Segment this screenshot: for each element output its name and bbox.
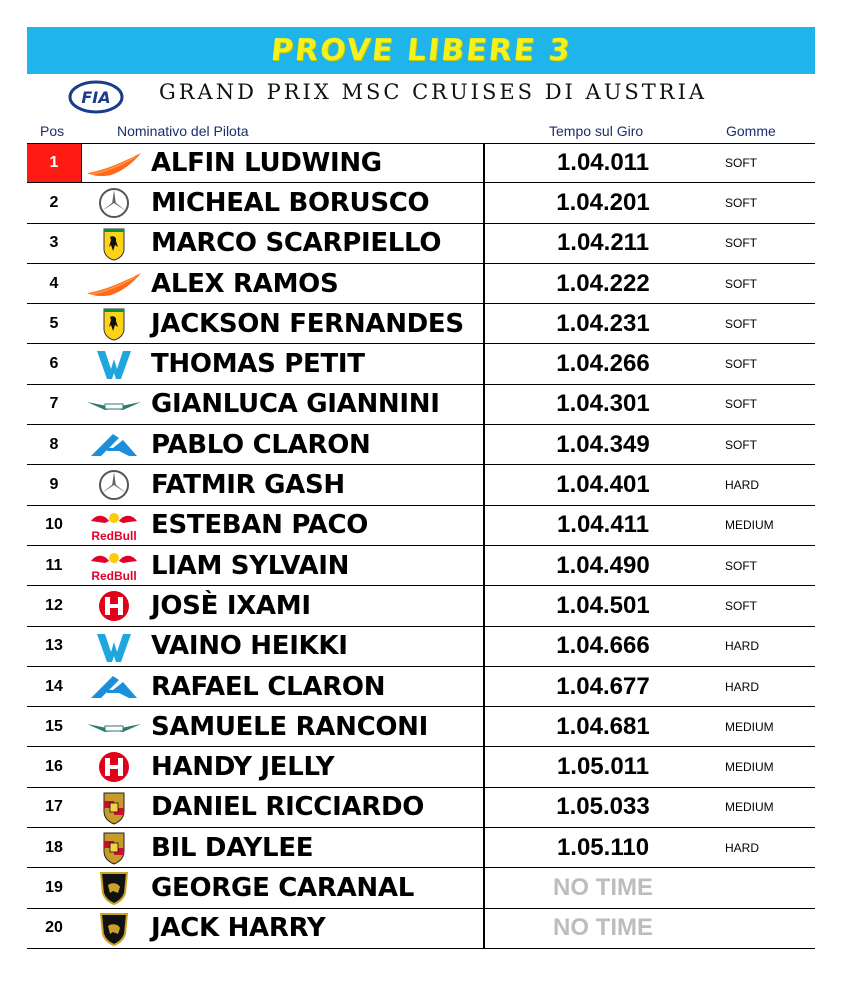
lap-time: 1.04.301 (556, 390, 650, 418)
table-row (27, 586, 815, 626)
lap-time: 1.04.401 (556, 471, 650, 499)
position-cell: 8 (49, 435, 59, 453)
driver-name: PABLO CLARON (151, 429, 371, 460)
table-row (27, 627, 815, 667)
haas-icon (83, 750, 145, 784)
position-cell: 20 (45, 919, 63, 937)
table-row (27, 183, 815, 223)
svg-text:RedBull: RedBull (91, 568, 137, 583)
driver-name: ESTEBAN PACO (151, 510, 369, 541)
lamborghini-icon (83, 912, 145, 946)
table-row (27, 304, 815, 344)
red-bull-icon (83, 549, 145, 583)
driver-name: FATMIR GASH (151, 470, 345, 501)
lap-time: 1.04.490 (556, 551, 650, 579)
lap-time: NO TIME (553, 873, 653, 901)
driver-name: MICHEAL BORUSCO (151, 187, 430, 218)
tyre-compound: HARD (725, 840, 760, 855)
tyre-compound: HARD (725, 679, 760, 694)
ferrari-icon (83, 227, 145, 261)
table-row (27, 828, 815, 868)
table-row (27, 224, 815, 264)
tyre-compound: SOFT (725, 397, 757, 412)
driver-name: JOSÈ IXAMI (151, 590, 311, 621)
tyre-compound: SOFT (725, 276, 757, 291)
tyre-compound: MEDIUM (725, 760, 774, 775)
tyre-compound: HARD (725, 639, 760, 654)
driver-name: THOMAS PETIT (151, 349, 365, 380)
position-cell: 15 (45, 717, 63, 735)
table-row (27, 747, 815, 787)
position-cell: 4 (49, 274, 59, 292)
position-cell: 7 (49, 395, 59, 413)
driver-name: LIAM SYLVAIN (151, 550, 350, 581)
driver-name: DANIEL RICCIARDO (151, 792, 425, 823)
mercedes-icon (83, 186, 145, 220)
lap-time: 1.04.411 (556, 511, 650, 539)
williams-icon (83, 347, 145, 381)
alpine-icon (83, 670, 145, 704)
aston-martin-icon (83, 388, 145, 422)
position-cell: 14 (45, 677, 63, 695)
driver-name: BIL DAYLEE (151, 832, 314, 863)
mercedes-icon (83, 468, 145, 502)
aston-martin-icon (83, 710, 145, 744)
table-row (27, 506, 815, 546)
tyre-compound: SOFT (725, 316, 757, 331)
tyre-compound: SOFT (725, 598, 757, 613)
header-pos: Pos (40, 123, 65, 139)
position-cell: 19 (45, 878, 63, 896)
lap-time: 1.05.110 (556, 833, 650, 861)
table-row (27, 425, 815, 465)
lap-time: 1.04.349 (556, 430, 650, 458)
tyre-compound: MEDIUM (725, 518, 774, 533)
williams-icon (83, 630, 145, 664)
lap-time: 1.04.201 (556, 188, 650, 216)
driver-name: ALEX RAMOS (151, 268, 339, 299)
table-row (27, 707, 815, 747)
table-row (27, 344, 815, 384)
tyre-compound: SOFT (725, 558, 757, 573)
position-cell: 11 (45, 556, 63, 574)
driver-name: HANDY JELLY (151, 752, 335, 783)
tyre-compound: HARD (725, 478, 760, 493)
tyre-compound: SOFT (725, 236, 757, 251)
driver-name: JACK HARRY (151, 913, 326, 944)
tyre-compound: SOFT (725, 195, 757, 210)
mclaren-icon (83, 147, 145, 181)
position-cell: 13 (45, 637, 63, 655)
driver-name: ALFIN LUDWING (151, 148, 382, 179)
tyre-compound: SOFT (725, 437, 757, 452)
position-cell: 17 (45, 798, 63, 816)
lap-time: 1.04.666 (556, 632, 650, 660)
tyre-compound: SOFT (725, 156, 757, 171)
lap-time: 1.04.677 (556, 672, 650, 700)
position-cell: 6 (49, 355, 59, 373)
lap-time: 1.04.266 (556, 350, 650, 378)
table-row (27, 546, 815, 586)
table-row (27, 465, 815, 505)
tyre-compound: MEDIUM (725, 719, 774, 734)
lap-time: 1.04.211 (556, 229, 650, 257)
position-cell: 1 (27, 144, 82, 182)
lap-time: 1.05.033 (556, 793, 650, 821)
tyre-compound: SOFT (725, 357, 757, 372)
driver-name: MARCO SCARPIELLO (151, 228, 442, 259)
haas-icon (83, 589, 145, 623)
position-cell: 2 (49, 193, 59, 211)
lap-time: 1.04.222 (556, 269, 650, 297)
lamborghini-icon (83, 871, 145, 905)
title-banner (27, 27, 815, 74)
driver-name: SAMUELE RANCONI (151, 711, 428, 742)
position-cell: 5 (49, 314, 59, 332)
driver-name: GEORGE CARANAL (151, 872, 414, 903)
table-row (27, 143, 815, 183)
fia-logo-text: FIA (81, 88, 111, 107)
position-cell: 12 (45, 596, 63, 614)
position-cell: 18 (45, 838, 63, 856)
results-table (27, 143, 815, 949)
table-row (27, 868, 815, 908)
lap-time: 1.04.011 (556, 149, 650, 177)
lap-time: 1.04.681 (556, 712, 650, 740)
position-cell: 9 (49, 476, 59, 494)
ferrari-icon (83, 307, 145, 341)
lap-time: 1.04.231 (556, 309, 650, 337)
red-bull-icon (83, 509, 145, 543)
table-row (27, 909, 815, 949)
page-title: PROVE LIBERE 3 (268, 33, 574, 68)
porsche-icon (83, 831, 145, 865)
driver-name: RAFAEL CLARON (151, 671, 386, 702)
tyre-compound: MEDIUM (725, 800, 774, 815)
driver-name: VAINO HEIKKI (151, 631, 348, 662)
position-cell: 10 (45, 516, 63, 534)
header-time: Tempo sul Giro (549, 123, 644, 139)
header-tyres: Gomme (726, 123, 776, 139)
page-subtitle: GRAND PRIX MSC CRUISES DI AUSTRIA (158, 80, 708, 104)
porsche-icon (83, 791, 145, 825)
driver-name: JACKSON FERNANDES (151, 308, 464, 339)
table-row (27, 788, 815, 828)
driver-name: GIANLUCA GIANNINI (151, 389, 440, 420)
table-row (27, 385, 815, 425)
mclaren-icon (83, 267, 145, 301)
position-cell: 3 (49, 234, 59, 252)
lap-time: 1.05.011 (556, 753, 650, 781)
position-cell: 16 (45, 758, 63, 776)
lap-time: NO TIME (553, 914, 653, 942)
table-row (27, 667, 815, 707)
lap-time: 1.04.501 (556, 591, 650, 619)
svg-text:RedBull: RedBull (91, 528, 137, 543)
table-row (27, 264, 815, 304)
header-driver: Nominativo del Pilota (117, 123, 249, 139)
alpine-icon (83, 428, 145, 462)
